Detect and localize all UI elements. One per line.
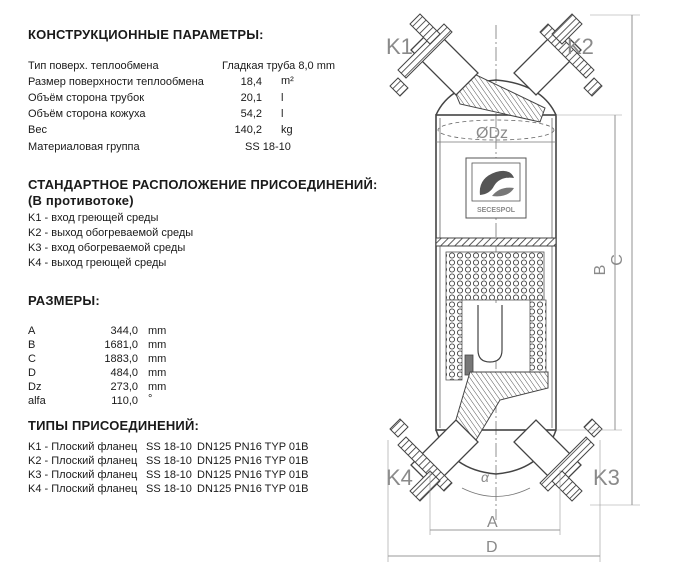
- param-label: Тип поверх. теплообмена: [28, 60, 159, 72]
- dimension-value: 1681,0: [104, 339, 138, 351]
- connections-title: ТИПЫ ПРИСОЕДИНЕНИЙ:: [28, 418, 200, 433]
- label-k4: K4: [386, 465, 413, 490]
- param-value: 140,2: [234, 124, 262, 136]
- label-d: D: [486, 539, 498, 556]
- logo-text: SECESPOL: [476, 207, 516, 214]
- param-value: SS 18-10: [245, 141, 291, 153]
- flange-k2-lower: [584, 78, 602, 96]
- upper-baffle: [436, 238, 556, 246]
- secespol-logo: [466, 158, 526, 218]
- param-label: Материаловая группа: [28, 141, 140, 153]
- dimension-name: A: [28, 325, 36, 337]
- connection-material: SS 18-10: [146, 483, 192, 495]
- connection-material: SS 18-10: [146, 469, 192, 481]
- arrangement-subtitle: (В противотоке): [28, 193, 134, 208]
- param-unit: m²: [281, 75, 294, 87]
- label-dz: ØDz: [476, 125, 508, 142]
- dimension-unit: mm: [148, 367, 167, 379]
- connection-name: K4 - Плоский фланец: [28, 483, 138, 495]
- dimension-name: C: [28, 353, 36, 365]
- coil-bundle-side-right: [530, 300, 546, 380]
- flange-k4-upper: [390, 419, 408, 437]
- dimension-unit: °: [148, 393, 153, 405]
- param-label: Объём сторона кожуха: [28, 108, 146, 120]
- dimensions-title: РАЗМЕРЫ:: [28, 293, 100, 308]
- connection-material: SS 18-10: [146, 441, 192, 453]
- connection-spec: DN125 PN16 TYP 01B: [197, 483, 309, 495]
- list-item: K3 - вход обогреваемой среды: [28, 242, 186, 254]
- param-value: 18,4: [240, 76, 262, 88]
- param-value: Гладкая труба 8,0 mm: [222, 60, 336, 72]
- param-label: Объём сторона трубок: [28, 92, 145, 104]
- connection-spec: DN125 PN16 TYP 01B: [197, 441, 309, 453]
- connection-spec: DN125 PN16 TYP 01B: [197, 455, 309, 467]
- param-value: 54,2: [240, 108, 262, 120]
- coil-bundle-side-left: [446, 300, 462, 380]
- connection-material: SS 18-10: [146, 455, 192, 467]
- label-c: C: [609, 254, 626, 266]
- dimension-name: B: [28, 339, 36, 351]
- param-unit: kg: [281, 124, 293, 136]
- dimension-value: 110,0: [111, 395, 138, 407]
- params-title: КОНСТРУКЦИОННЫЕ ПАРАМЕТРЫ:: [28, 27, 264, 42]
- label-k2: K2: [567, 34, 594, 59]
- dimension-unit: mm: [148, 339, 167, 351]
- label-alpha: α: [481, 469, 489, 485]
- dimension-name: alfa: [28, 395, 46, 407]
- arrangement-title: СТАНДАРТНОЕ РАСПОЛОЖЕНИЕ ПРИСОЕДИНЕНИЙ:: [28, 177, 378, 192]
- connection-name: K3 - Плоский фланец: [28, 469, 138, 481]
- list-item: K1 - вход греющей среды: [28, 212, 159, 224]
- dimension-name: D: [28, 367, 36, 379]
- dimension-unit: mm: [148, 381, 167, 393]
- dimension-unit: mm: [148, 353, 167, 365]
- dimension-value: 1883,0: [104, 353, 138, 365]
- connection-spec: DN125 PN16 TYP 01B: [197, 469, 309, 481]
- coil-bundle-upper: [446, 252, 544, 300]
- dimension-value: 484,0: [110, 367, 138, 379]
- dimension-value: 344,0: [110, 325, 138, 337]
- connection-name: K2 - Плоский фланец: [28, 455, 138, 467]
- label-k3: K3: [593, 465, 620, 490]
- dimension-unit: mm: [148, 325, 167, 337]
- dimension-value: 273,0: [110, 381, 138, 393]
- heat-exchanger-drawing: [370, 0, 700, 569]
- param-label: Вес: [28, 124, 47, 136]
- param-unit: l: [281, 92, 284, 104]
- central-collector: [478, 305, 502, 362]
- dimension-name: Dz: [28, 381, 42, 393]
- flange-k3-upper: [584, 419, 602, 437]
- list-item: K4 - выход греющей среды: [28, 257, 167, 269]
- label-a: A: [487, 514, 498, 531]
- list-item: K2 - выход обогреваемой среды: [28, 227, 194, 239]
- label-b: B: [592, 264, 609, 276]
- param-label: Размер поверхности теплообмена: [28, 76, 204, 88]
- connection-name: K1 - Плоский фланец: [28, 441, 138, 453]
- param-unit: l: [281, 108, 284, 120]
- label-k1: K1: [386, 34, 413, 59]
- param-value: 20,1: [240, 92, 262, 104]
